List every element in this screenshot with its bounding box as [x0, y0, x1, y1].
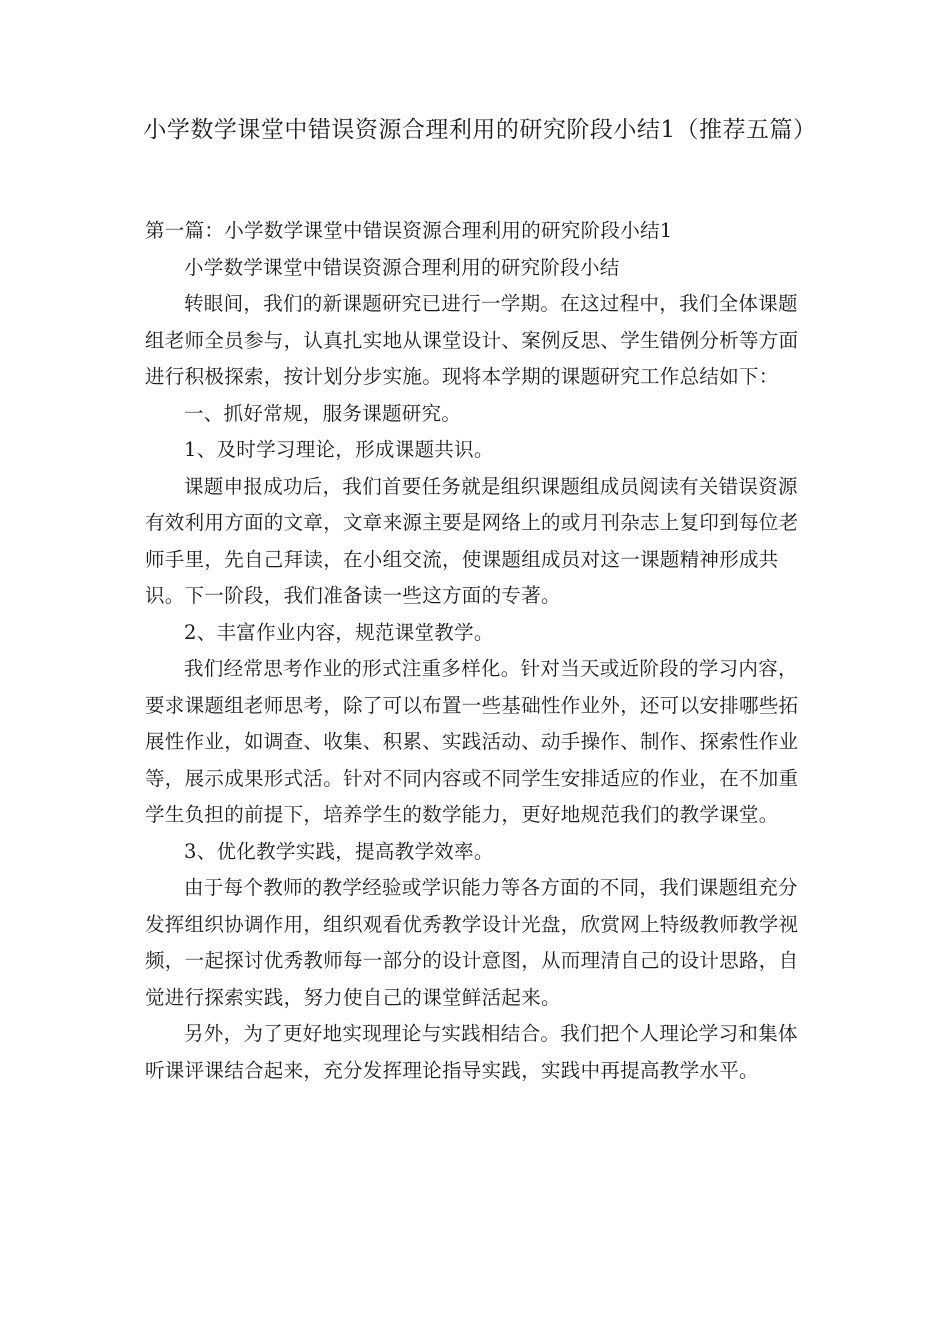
paragraph: 一、抓好常规，服务课题研究。 [184, 401, 462, 425]
paragraph: 我们经常思考作业的形式注重多样化。针对当天或近阶段的学习内容，要求课题组老师思考，除了可以布置一些基础性作业外，还可以安排哪些拓展性作业，如调查、收集、积累、实践活动、动手操作、制作、探索性作业等，展示成果形式活。针对不同内容或不同学生安排适应的作业，在不加重学生负担的前提下，培养学生的数学能力，更好地规范我们的教学课堂。 [145, 657, 799, 826]
paragraph: 转眼间，我们的新课题研究已进行一学期。在这过程中，我们全体课题组老师全员参与，认真扎实地从课堂设计、案例反思、学生错例分析等方面进行积极探索，按计划分步实施。现将本学期的课题研究工作总结如下： [145, 292, 799, 388]
document-title: 小学数学课堂中错误资源合理利用的研究阶段小结1（推荐五篇） [143, 117, 817, 143]
section-heading: 第一篇：小学数学课堂中错误资源合理利用的研究阶段小结1 [145, 219, 673, 242]
subtitle: 小学数学课堂中错误资源合理利用的研究阶段小结 [184, 255, 620, 279]
paragraph: 2、丰富作业内容，规范课堂教学。 [184, 620, 494, 644]
document-body [145, 213, 815, 1089]
paragraph: 1、及时学习理论，形成课题共识。 [184, 438, 494, 461]
paragraph: 3、优化教学实践，提高教学效率。 [184, 839, 494, 863]
paragraph: 另外，为了更好地实现理论与实践相结合。我们把个人理论学习和集体听课评课结合起来，充分发挥理论指导实践，实践中再提高教学水平。 [145, 1022, 798, 1082]
paragraph: 课题申报成功后，我们首要任务就是组织课题组成员阅读有关错误资源有效利用方面的文章，文章来源主要是网络上的或月刊杂志上复印到每位老师手里，先自己拜读，在小组交流，使课题组成员对这一课题精神形成共识。下一阶段，我们准备读一些这方面的专著。 [145, 474, 799, 607]
paragraph: 由于每个教师的教学经验或学识能力等各方面的不同，我们课题组充分发挥组织协调作用，组织观看优秀教学设计光盘，欣赏网上特级教师教学视频，一起探讨优秀教师每一部分的设计意图，从而理清自己的设计思路，自觉进行探索实践，努力使自己的课堂鲜活起来。 [145, 876, 799, 1009]
